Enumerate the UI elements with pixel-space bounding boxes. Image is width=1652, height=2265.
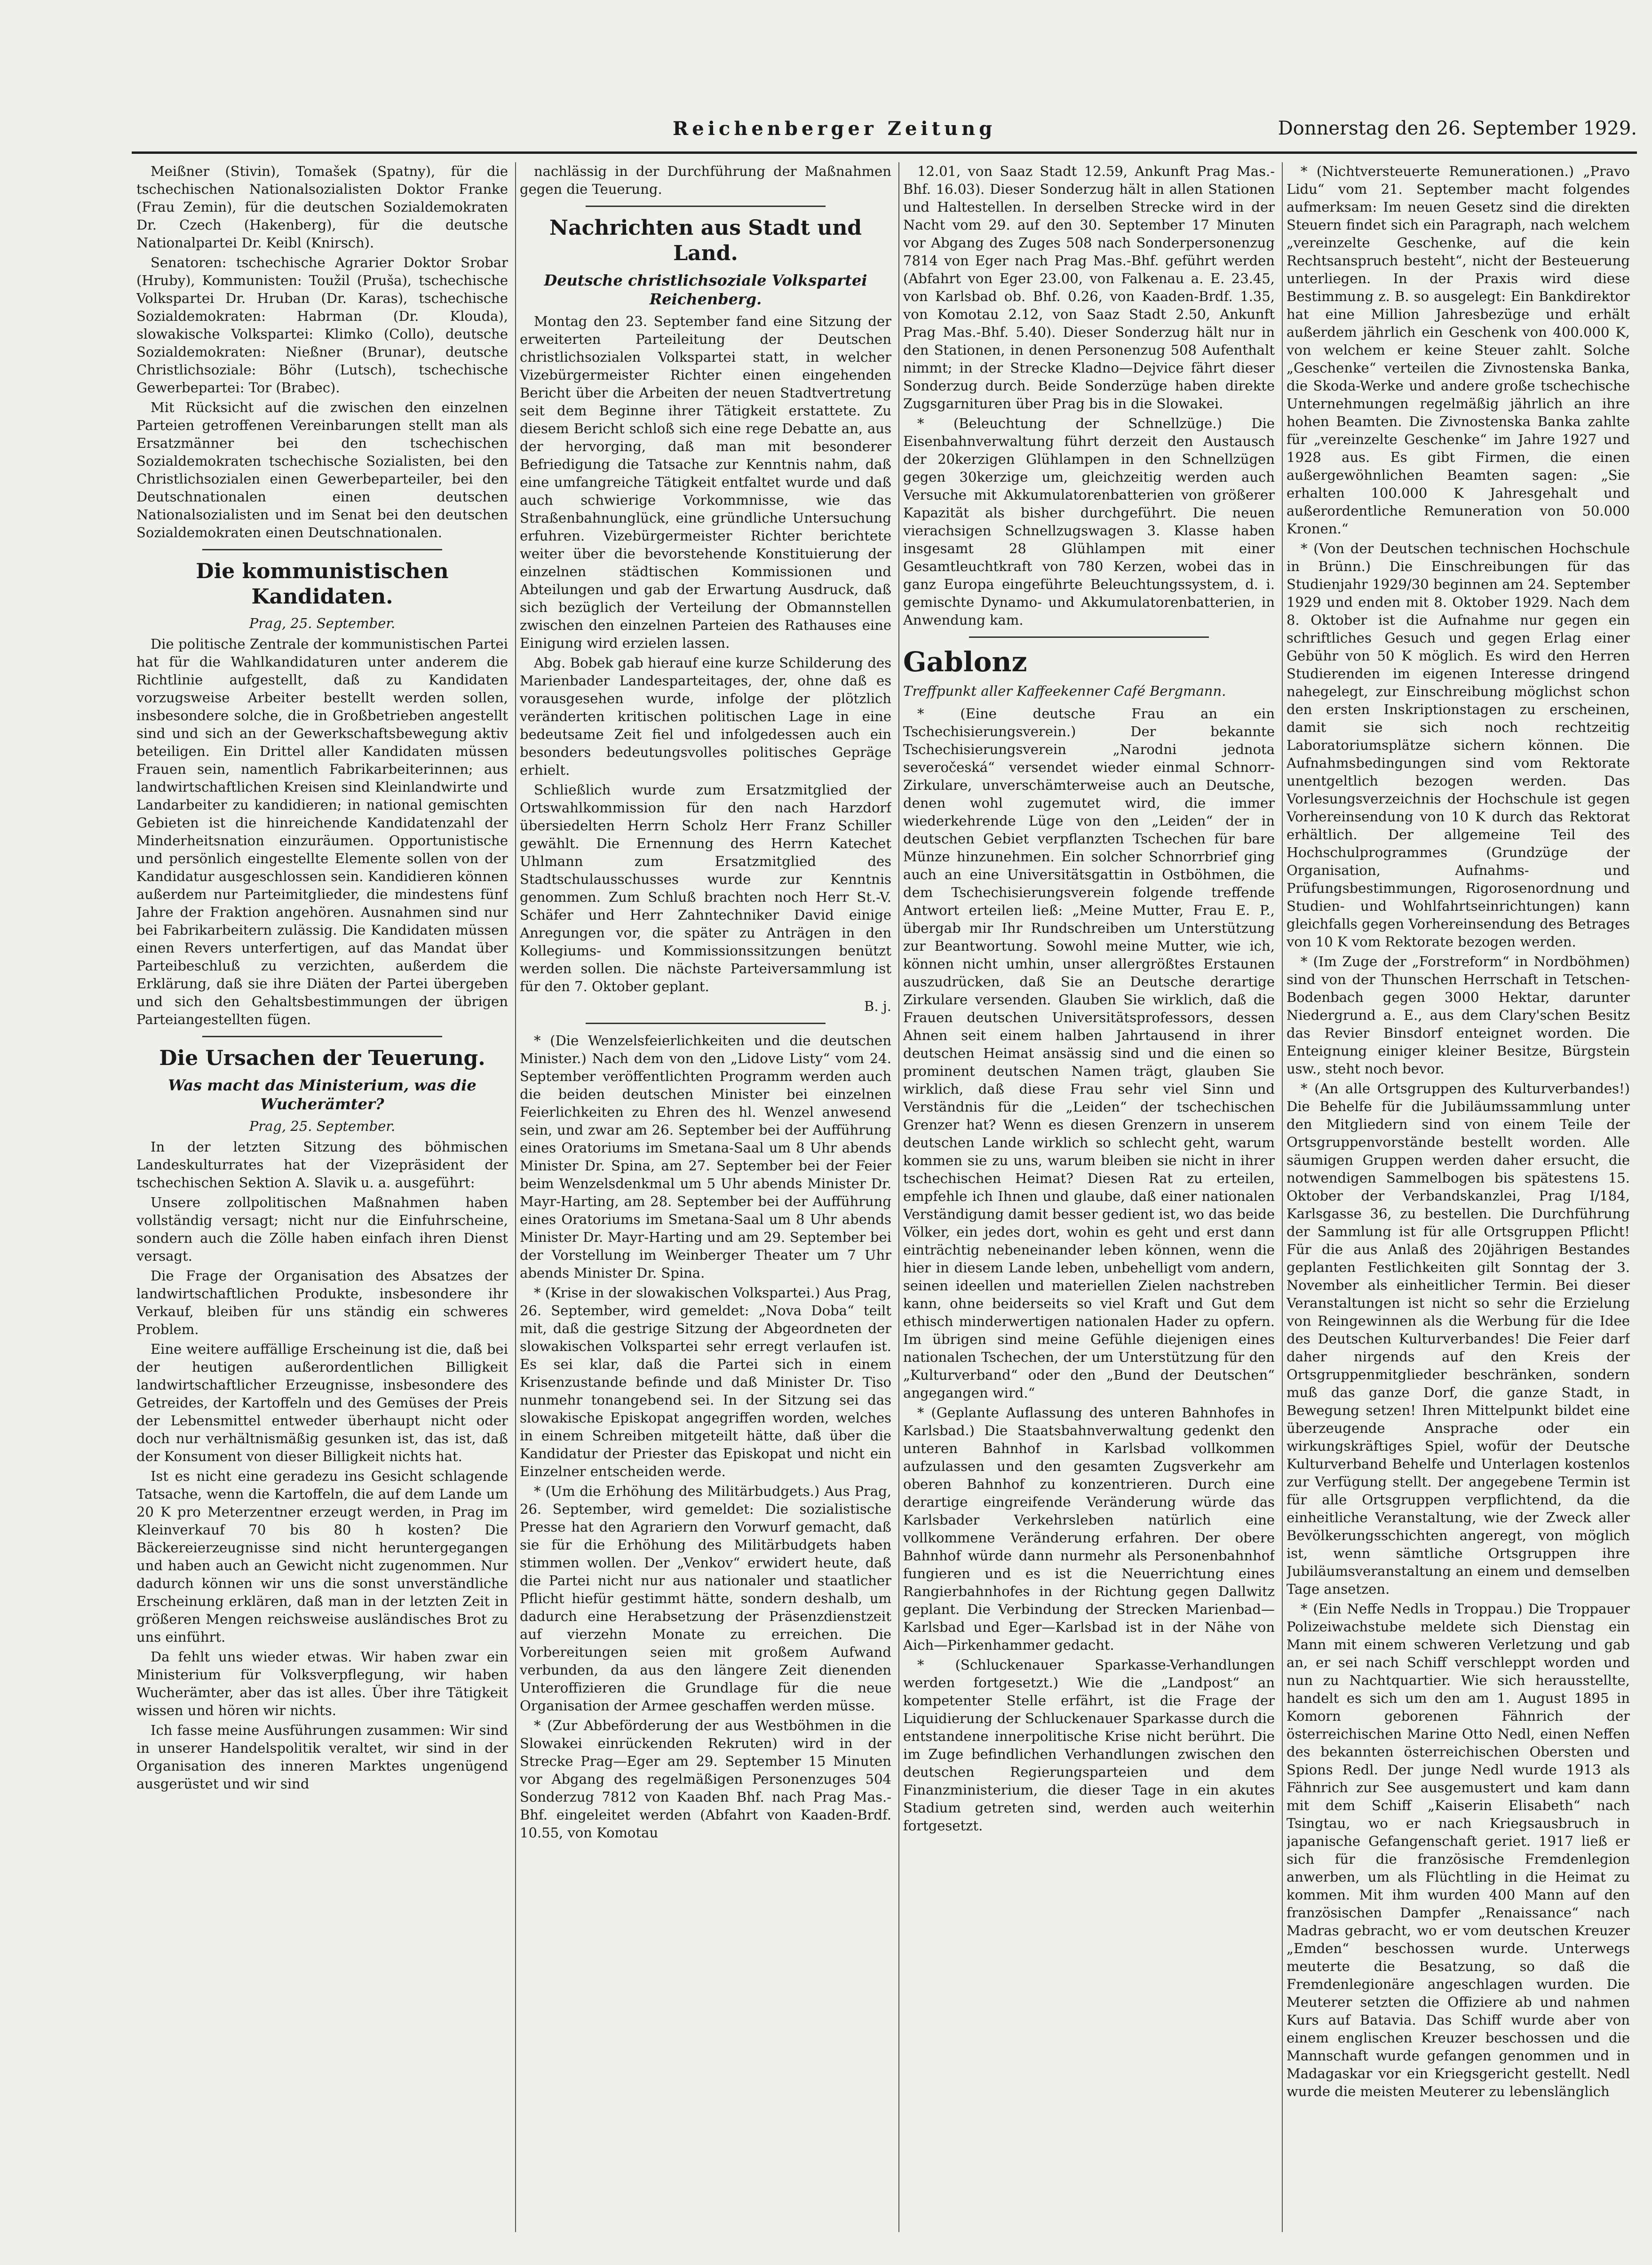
column-2 [520,162,891,2232]
paragraph: Mit Rücksicht auf die zwischen den einzelnen Parteien getroffenen Vereinbarungen stellt man als Ersatzmänner bei den tschechischen Sozialdemokraten tschechische Sozialisten, bei den Christlichsozialen einen Gewerbeparteiler, bei den Deutschnationalen einen deutschen Nationalsozialisten und im Senat bei den deutschen Sozialdemokraten einen Deutschnationalen. [136,399,508,540]
signature: B. j. [864,998,891,1014]
paragraph: * (Schluckenauer Sparkasse-Verhandlungen werden fortgesetzt.) Wie die „Landpost“ an kompetenter Stelle erfährt, ist die Frage der Liquidierung der Schluckenauer Sparkasse durch die entstandene innerpolitische Krise nicht berührt. Die im Zuge befindlichen Verhandlungen zwischen den deutschen Regierungsparteien und dem Finanzministerium, die dieser Tage in ein akutes Stadium getreten sind, werden auch weiterhin fortgesetzt. [903,1657,1275,1834]
section-headline-gablonz: Gablonz [903,646,1027,678]
paragraph: * (Geplante Auflassung des unteren Bahnhofes in Karlsbad.) Die Staatsbahnverwaltung gedenkt den unteren Bahnhof in Karlsbad vollkommen aufzulassen und den gesamten Zugsverkehr am oberen Bahnhof zu konzentrieren. Durch eine derartige eingreifende Veränderung würde das Karlsbader Verkehrsleben natürlich eine vollkommene Veränderung erfahren. Der obere Bahnhof würde dann nurmehr als Personenbahnhof fungieren und es ist die Neuerrichtung eines Rangierbahnhofes in der Richtung gegen Dallwitz geplant. Die Verbindung der Strecken Marienbad—Karlsbad und Eger—Karlsbad ist in der Nähe von Aich—Pirkenhammer gedacht. [903,1405,1275,1653]
section-headline: Nachrichten aus Stadt und Land. [549,216,862,265]
column-1 [136,162,508,2232]
paragraph: Eine weitere auffällige Erscheinung ist die, daß bei der heutigen außerordentlichen Billigkeit landwirtschaftlicher Erzeugnisse, insbesondere des Getreides, der Kartoffeln und des Gemüses der Preis der Lebensmittel entweder überhaupt nicht oder doch nur verhältnismäßig gesunken ist, das ist, daß der Konsument von dieser Billigkeit nichts hat. [136,1341,508,1464]
paragraph: * (Im Zuge der „Forstreform“ in Nordböhmen) sind von der Thunschen Herrschaft in Tetschen-Bodenbach gegen 3000 Hektar, darunter Niedergrund a. E., aus dem Clary'schen Besitz das Revier Binsdorf enteignet worden. Die Enteignung einiger kleiner Besitze, Bürgstein usw., steht noch bevor. [1287,954,1630,1077]
paragraph: nachlässig in der Durchführung der Maßnahmen gegen die Teuerung. [520,163,891,197]
column-rule [898,162,899,2232]
paragraph: Unsere zollpolitischen Maßnahmen haben vollständig versagt; nicht nur die Einfuhrscheine, sondern auch die Zölle haben einfach ihren Dienst versagt. [136,1194,508,1264]
paragraph: Montag den 23. September fand eine Sitzung der erweiterten Parteileitung der Deutschen christlichsozialen Volkspartei statt, in welcher Vizebürgermeister Richter einen eingehenden Bericht über die Arbeiten der neuen Stadtvertretung seit dem Beginne ihrer Tätigkeit erstattete. Zu diesem Bericht schloß sich eine rege Debatte an, aus der hervorging, daß man mit besonderer Befriedigung die Tatsache zur Kenntnis nahm, daß eine umfangreiche Tätigkeit entfaltet wurde und daß auch schwierige Vorkommnisse, wie das Straßenbahnunglück, eine gründliche Untersuchung erfuhren. Vizebürgermeister Richter berichtete weiter über die bevorstehende Konstituierung der einzelnen städtischen Kommissionen und Abteilungen und gab der Erwartung Ausdruck, daß sich bezüglich der Verteilung der Obmannstellen zwischen den einzelnen Parteien des Rathauses eine Einigung wird erzielen lassen. [520,313,891,651]
divider [969,636,1209,638]
paragraph: 12.01, von Saaz Stadt 12.59, Ankunft Prag Mas.-Bhf. 16.03). Dieser Sonderzug hält in allen Stationen und Haltestellen. In derselben Strecke wird in der Nacht vom 29. auf den 30. September 17 Minuten vor Abgang des Zuges 508 nach Sonderpersonenzug 7814 von Eger nach Prag Mas.-Bhf. geführt werden (Abfahrt von Eger 23.00, von Falkenau a. E. 23.45, von Karlsbad ob. Bhf. 0.26, von Kaaden-Brdf. 1.35, von Komotau 2.12, von Saaz Stadt 2.50, Ankunft Prag Mas.-Bhf. 5.40). Dieser Sonderzug hält nur in den Stationen, in denen Personenzug 508 Aufenthalt nimmt; in der Strecke Kladno—Dejvice fährt dieser Sonderzug durch. Beide Sonderzüge haben direkte Zugsgarnituren über Prag bis in die Slowakei. [903,163,1275,412]
divider [586,206,826,207]
divider [202,549,442,550]
section-subline: Treffpunkt aller Kaffeekenner Café Bergmann. [903,683,1226,699]
paragraph: In der letzten Sitzung des böhmischen Landeskulturrates hat der Vizepräsident der tschechischen Sektion A. Slavik u. a. ausgeführt: [136,1139,508,1191]
paragraph: * (Um die Erhöhung des Militärbudgets.) Aus Prag, 26. September, wird gemeldet: Die sozialistische Presse hat den Agrariern den Vorwurf gemacht, daß sie für die Erhöhung des Militärbudgets haben stimmen wollen. Der „Venkov“ erwidert heute, daß die Partei nicht nur aus nationaler und staatlicher Pflicht hiefür gestimmt hätte, sondern deshalb, um dadurch eine Herabsetzung der Präsenzdienstzeit auf vierzehn Monate zu erreichen. Die Vorbereitungen seien mit großem Aufwand verbunden, da aus den längere Zeit dienenden Unteroffizieren die Grundlage für die neue Organisation der Armee geschaffen werden müsse. [520,1483,891,1714]
paragraph: Senatoren: tschechische Agrarier Doktor Srobar (Hruby), Kommunisten: Toužil (Pruša), tschechische Volkspartei Dr. Hruban (Dr. Karas), tschechische Sozialdemokraten: Habrman (Dr. Klouda), slowakische Volkspartei: Klimko (Collo), deutsche Sozialdemokraten: Nießner (Brunar), deutsche Christlichsoziale: Böhr (Lutsch), tschechische Gewerbepartei: Tor (Brabec). [136,254,508,396]
paragraph: Ist es nicht eine geradezu ins Gesicht schlagende Tatsache, wenn die Kartoffeln, die auf dem Lande um 20 K pro Meterzentner erzeugt werden, in Prag im Kleinverkauf 70 bis 80 h kosten? Die Bäckereierzeugnisse sind nicht heruntergegangen und haben auch an Gewicht nicht zugenommen. Nur dadurch können wir uns die sonst unverständliche Erscheinung erklären, daß man in der letzten Zeit in größeren Mengen reichsweise ausländisches Brot zu uns einführt. [136,1468,508,1645]
dateline: Prag, 25. September. [249,615,396,631]
column-rule [515,162,516,2232]
article-headline: Die kommunistischen Kandidaten. [196,559,449,609]
divider [202,1036,442,1037]
paragraph: Ich fasse meine Ausführungen zusammen: Wir sind in unserer Handelspolitik veraltet, wir sind in der Organisation des inneren Marktes ungenügend ausgerüstet und wir sind [136,1722,508,1792]
paragraph: Schließlich wurde zum Ersatzmitglied der Ortswahlkommission für den nach Harzdorf übersiedelten Herrn Scholz Herr Franz Schiller gewählt. Die Ernennung des Herrn Katechet Uhlmann zum Ersatzmitglied des Stadtschulausschusses wurde zur Kenntnis genommen. Zum Schluß brachten noch Herr St.-V. Schäfer und Herr Zahntechniker David einige Anregungen vor, die später zu Anträgen in den Kollegiums- und Kommissionssitzungen benützt werden sollen. Die nächste Parteiversammlung ist für den 7. Oktober geplant. [520,782,891,994]
dateline: Prag, 25. September. [249,1118,396,1134]
article-headline: Die Ursachen der Teuerung. [159,1046,485,1070]
paragraph: * (Krise in der slowakischen Volkspartei.) Aus Prag, 26. September, wird gemeldet: „Nova Doba“ teilt mit, daß die gestrige Sitzung der Abgeordneten der slowakischen Volkspartei sehr erregt verlaufen ist. Es sei klar, daß die Partei sich in einem Krisenzustande befinde und daß Minister Dr. Tiso nunmehr tonangebend sei. In der Sitzung sei das slowakische Episkopat angegriffen worden, welches in einem Schreiben mitgeteilt hätte, daß über die Kandidatur der Priester das Episkopat und nicht ein Einzelner entscheiden werde. [520,1285,891,1479]
column-4 [1287,162,1630,2232]
page-header [132,118,1637,151]
column-rule [1282,162,1283,2232]
divider [586,1023,826,1024]
paragraph: * (Von der Deutschen technischen Hochschule in Brünn.) Die Einschreibungen für das Studienjahr 1929/30 beginnen am 24. September 1929 und enden mit 8. Oktober 1929. Nach dem 8. Oktober ist die Aufnahme nur gegen ein schriftliches Gesuch und gegen Erlag einer Gebühr von 50 K möglich. Es wird den Herren Studierenden im eigenen Interesse dringend nahegelegt, zur Einschreibung möglichst schon den ersten Inskriptionstagen zu erscheinen, damit sie sich noch rechtzeitig Laboratoriumsplätze sichern können. Die Aufnahmsbedingungen sind vom Rektorate unentgeltlich bezogen werden. Das Vorlesungsverzeichnis der Hochschule ist gegen Vorhereinsendung von 10 K durch das Rektorat erhältlich. Der allgemeine Teil des Hochschulprogrammes (Grundzüge der Organisation, Aufnahms- und Prüfungsbestimmungen, Rigorosenordnung und Studien- und Wohlfahrtseinrichtungen) kann gleichfalls gegen Vorhereinsendung des Betrages von 10 K vom Rektorate bezogen werden. [1287,540,1630,950]
paragraph: * (Beleuchtung der Schnellzüge.) Die Eisenbahnverwaltung führt derzeit den Austausch der 20kerzigen Glühlampen in den Schnellzügen gegen 30kerzige um, gleichzeitig werden auch Versuche mit Akkumulatorenbatterien von größerer Kapazität als bisher durchgeführt. Die neuen vierachsigen Schnellzugswagen 3. Klasse haben insgesamt 28 Glühlampen mit einer Gesamtleuchtkraft von 780 Kerzen, wobei das in ganz Europa eingeführte Beleuchtungssystem, d. i. gemischte Dynamo- und Akkumulatorenbatterien, in Anwendung kam. [903,415,1275,628]
paragraph: Da fehlt uns wieder etwas. Wir haben zwar ein Ministerium für Volksverpflegung, wir haben Wucherämter, aber das ist alles. Über ihre Tätigkeit wissen und hören wir nichts. [136,1649,508,1718]
newspaper-title: Reichenberger Zeitung [673,118,996,140]
paragraph: * (An alle Ortsgruppen des Kulturverbandes!) Die Behelfe für die Jubiläumssammlung unter den Mitgliedern sind von einem Teile der Ortsgruppenvorstände bestellt worden. Alle säumigen Gruppen werden daher ersucht, die notwendigen Sammelbogen bis spätestens 15. Oktober der Verbandskanzlei, Prag I/184, Karlsgasse 36, zu bestellen. Die Durchführung der Sammlung ist für alle Ortsgruppen Pflicht! Für die aus Anlaß des 20jährigen Bestandes geplanten Festlichkeiten gilt Sonntag der 3. November als einheitlicher Termin. Bei dieser Veranstaltungen ist nicht so sehr die Erzielung von Reingewinnen als die Werbung für die Idee des Deutschen Kulturverbandes! Die Feier darf daher nirgends auf den Kreis der Ortsgruppenmitglieder beschränken, sondern muß das ganze Dorf, die ganze Stadt, in Bewegung setzen! Ihren Mittelpunkt bildet eine überzeugende Ansprache oder ein wirkungskräftiges Spiel, wofür der Deutsche Kulturverband Behelfe und Unterlagen kostenlos zur Verfügung stellt. Der angegebene Termin ist für alle Ortsgruppen verpflichtend, da die einheitliche Veranstaltung, wie der Zweck aller Bevölkerungsschichten angeregt, von möglich ist, wenn sämtliche Ortsgruppen ihre Jubiläumsveranstaltung an einem und demselben Tage ansetzen. [1287,1081,1630,1597]
paragraph: * (Zur Abbeförderung der aus Westböhmen in die Slowakei einrückenden Rekruten) wird in der Strecke Prag—Eger am 29. September 15 Minuten vor Abgang des regelmäßigen Personenzuges 504 Sonderzug 7812 von Kaaden Bhf. nach Prag Mas.-Bhf. eingeleitet werden (Abfahrt von Kaaden-Brdf. 10.55, von Komotau [520,1717,891,1841]
header-rule [132,151,1637,154]
paragraph: * (Eine deutsche Frau an ein Tschechisierungsverein.) Der bekannte Tschechisierungsverein „Narodni jednota severočeská“ versendet wieder einmal Schnorr-Zirkulare, unverschämterweise auch an Deutsche, denen wohl zugemutet wird, die immer wiederkehrende Lüge von den „Leiden“ der in deutschen Gebiet verpflanzten Tschechen für bare Münze hinzunehmen. Ein solcher Schnorrbrief ging auch an eine Universitätsgattin in Ostböhmen, die dem Tschechisierungsverein folgende treffende Antwort erteilen ließ: „Meine Mutter, Frau E. P., übergab mir Ihr Rundschreiben um Unterstützung zur Beantwortung. Sowohl meine Mutter, wie ich, können nicht umhin, unser allergrößtes Erstaunen auszudrücken, daß Sie an Deutsche derartige Zirkulare versenden. Glauben Sie wirklich, daß die Frauen deutschen Universitätsprofessors, dessen Ahnen seit einem halben Jahrtausend in ihrer deutschen Heimat ansässig sind und die einen so prominent deutschen Namen trägt, glauben Sie wirklich, daß diese Frau sehr viel Sinn und Verständnis für die „Leiden“ der tschechischen Grenzer hat? Wenn es diesen Grenzern in unserem deutschen Lande wirklich so schlecht geht, warum kommen sie zu uns, warum bleiben sie nicht in ihrer tschechischen Heimat? Diesen Rat zu erteilen, empfehle ich Ihnen und glaube, daß einer nationalen Verständigung damit besser gedient ist, wo das beide Völker, ein jedes dort, wohin es geht und erst dann einträchtig nebeneinander leben können, wenn die hier in diesem Lande leben, unbehelligt vom andern, seinen ideellen und materiellen Zielen nachstreben kann, ohne beiderseits so viel Kraft und Gut dem ethisch minderwertigen nationalen Hader zu opfern. Im übrigen sind meine Gefühle diejenigen eines nationalen Tschechen, der um Unterstützung für den „Kulturverband“ oder den „Bund der Deutschen“ angegangen wird.“ [903,706,1275,1401]
paragraph: Meißner (Stivin), Tomašek (Spatny), für die tschechischen Nationalsozialisten Doktor Franke (Frau Zemin), für die deutschen Sozialdemokraten Dr. Czech (Hakenberg), für die deutsche Nationalpartei Dr. Keibl (Knirsch). [136,163,508,251]
paragraph: Die politische Zentrale der kommunistischen Partei hat für die Wahlkandidaturen unter anderem die Richtlinie aufgestellt, daß zu Kandidaten vorzugsweise Arbeiter bestellt werden sollen, insbesondere solche, die in Großbetrieben angestellt sind und sich an der Gewerkschaftsbewegung aktiv beteiligen. Ein Drittel aller Kandidaten müssen Frauen sein, namentlich Fabrikarbeiterinnen; aus landwirtschaftlichen Kreisen sind Kleinlandwirte und Landarbeiter zu kandidieren; in national gemischten Gebieten ist die hinreichende Kandidatenzahl der Minderheitsnation einzuräumen. Opportunistische und persönlich eingestellte Elemente sollen von der Kandidatur ausgeschlossen sein. Kandidieren können außerdem nur Parteimitglieder, die mindestens fünf Jahre der Fraktion angehören. Ausnahmen sind nur bei Fabrikarbeitern zulässig. Die Kandidaten müssen einen Revers unterfertigen, auf das Mandat über Parteibeschluß zu verzichten, außerdem die Erklärung, daß sie ihre Diäten der Partei übergeben und sich den Gehaltsbestimmungen der übrigen Parteiangestellten fügen. [136,636,508,1027]
paragraph: Die Frage der Organisation des Absatzes der landwirtschaftlichen Produkte, insbesondere ihr Verkauf, bleiben für uns ständig ein schweres Problem. [136,1268,508,1337]
column-3 [903,162,1275,2232]
paragraph: * (Ein Neffe Nedls in Troppau.) Die Troppauer Polizeiwachstube meldete sich Dienstag ein Mann mit einem schweren Verletzung und gab an, er sei nach Schiff verschleppt worden und nun zu Nachtquartier. Wie sich herausstellte, handelt es sich um den am 1. August 1895 in Komorn geborenen Fähnrich der österreichischen Marine Otto Nedl, einen Neffen des bekannten österreichischen Obersten und Spions Redl. Der junge Nedl wurde 1913 als Fähnrich zur See ausgemustert und kam dann mit dem Schiff „Kaiserin Elisabeth“ nach Tsingtau, wo er nach Kriegsausbruch in japanische Gefangenschaft geriet. 1917 ließ er sich für die französische Fremdenlegion anwerben, um als Flüchtling in die Heimat zu kommen. Mit ihm wurden 400 Mann auf den französischen Dampfer „Renaissance“ nach Madras gebracht, wo er vom deutschen Kreuzer „Emden“ beschossen wurde. Unterwegs meuterte die Besatzung, so daß die Fremdenlegionäre angeschlagen wurden. Die Meuterer setzten die Offiziere ab und nahmen Kurs auf Batavia. Das Schiff wurde aber von einem englischen Kreuzer beschossen und die Mannschaft wurde gefangen genommen und in Madagaskar vor ein Kriegsgericht gestellt. Nedl wurde die meisten Meuterer zu lebenslänglich [1287,1601,1630,2099]
paragraph: * (Nichtversteuerte Remunerationen.) „Pravo Lidu“ vom 21. September macht folgendes aufmerksam: Im neuen Gesetz sind die direkten Steuern findet sich ein Paragraph, nach welchem „vereinzelte Geschenke, auf die kein Rechtsanspruch besteht“, nicht der Besteuerung unterliegen. In der Praxis wird diese Bestimmung z. B. so ausgelegt: Ein Bankdirektor hat eine Million Jahresbezüge und erhält außerdem jährlich ein Geschenk von 400.000 K, von welchem er keine Steuer zahlt. Solche „Geschenke“ verteilen die Zivnostenska Banka, die Skoda-Werke und andere große tschechische Unternehmungen regelmäßig jährlich an ihre hohen Beamten. Die Zivnostenska Banka zahlte für „vereinzelte Geschenke“ im Jahre 1927 und 1928 aus. Es gibt Firmen, die einen außergewöhnlichen Beamten sagen: „Sie erhalten 100.000 K Jahresgehalt und außerordentliche Remuneration von 50.000 Kronen.“ [1287,163,1630,537]
paragraph: Abg. Bobek gab hierauf eine kurze Schilderung des Marienbader Landesparteitages, der, ohne daß es vorausgesehen wurde, infolge der plötzlich veränderten kritischen politischen Lage in eine bedeutsame Zeit fiel und infolgedessen auch ein besonders bedeutungsvolles politisches Gepräge erhielt. [520,655,891,778]
article-subheadline: Deutsche christlichsoziale Volkspartei Reichenberg. [544,271,867,308]
paragraph: * (Die Wenzelsfeierlichkeiten und die deutschen Minister.) Nach dem von den „Lidove Listy“ vom 24. September veröffentlichten Programm werden auch die beiden deutschen Minister bei einzelnen Feierlichkeiten zu Ehren des hl. Wenzel anwesend sein, und zwar am 26. September bei der Aufführung eines Oratoriums im Smetana-Saal um 8 Uhr abends Minister Dr. Spina, am 27. September bei der Feier beim Wenzelsdenkmal um 5 Uhr abends Minister Dr. Mayr-Harting, am 28. September bei der Aufführung eines Oratoriums im Smetana-Saal um 8 Uhr abends Minister Dr. Mayr-Harting und am 29. September bei der Vorstellung im Weinberger Theater um 7 Uhr abends Minister Dr. Spina. [520,1033,891,1281]
issue-date: Donnerstag den 26. September 1929. [1278,118,1637,139]
article-subheadline: Was macht das Ministerium, was die Wucherämter? [168,1076,477,1113]
